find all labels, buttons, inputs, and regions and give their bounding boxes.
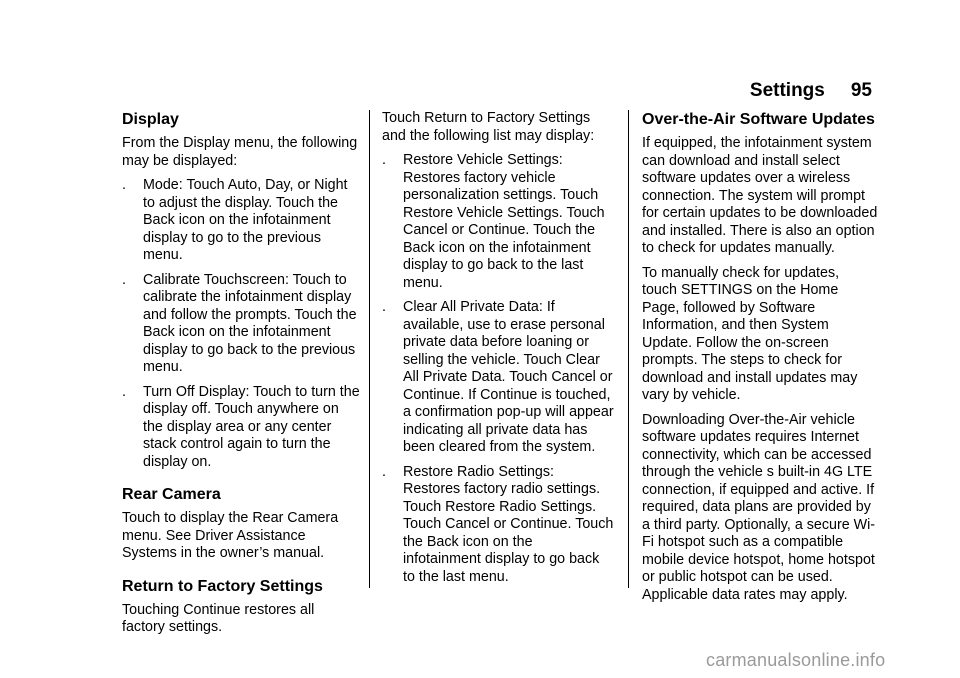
list-item [122,384,360,472]
factory-settings-list [382,152,614,586]
rear-camera-heading: Rear Camera [122,486,221,503]
list-item [382,299,614,457]
list-item [122,177,360,265]
list-item-text: Turn Off Display: Touch to turn the display off. Touch anywhere on the display area or any center stack control again to turn the display on. [143,383,360,470]
column-divider-right [628,110,629,588]
page-number: 95 [850,80,872,101]
factory-settings-body: Touching Continue restores all factory settings. [122,601,315,635]
factory-settings-intro: Touch Return to Factory Settings and the following list may display: [382,110,595,144]
section-title: Settings [749,80,825,101]
list-item-text: Calibrate Touchscreen: Touch to calibrate the infotainment display and follow the prompts. Touch the Back icon on the infotainment display to go back to the previous menu. [143,271,357,375]
rear-camera-body: Touch to display the Rear Camera menu. See Driver Assistance Systems in the owner’s manual. [122,510,339,561]
column-divider-left [369,110,370,588]
bullet-marker: . [382,463,386,480]
column-left [122,110,360,644]
running-header [750,80,872,102]
list-item [382,464,614,587]
list-item-text: Restore Radio Settings: Restores factory radio settings. Touch Restore Radio Settings. Touch Cancel or Continue. Touch the Back icon on the infotainment display to go back to the last menu. [403,463,614,585]
list-item-text: Mode: Touch Auto, Day, or Night to adjust the display. Touch the Back icon on the infotainment display to go to the previous menu. [143,177,348,263]
factory-settings-heading: Return to Factory Settings [122,577,323,595]
ota-paragraph: To manually check for updates, touch SETTINGS on the Home Page, followed by Software Information, and then System Update. Follow the on-screen prompts. The steps to check for download and install updates may vary by vehicle. [642,264,858,403]
bullet-marker: . [122,271,126,288]
display-intro: From the Display menu, the following may be displayed: [122,135,358,169]
column-middle [382,110,614,593]
ota-heading: Over-the-Air Software Updates [642,111,875,128]
bullet-marker: . [122,177,126,193]
list-item [122,272,360,377]
bullet-marker: . [382,299,386,315]
watermark: carmanualsonline.info [706,650,886,670]
list-item-text: Restore Vehicle Settings: Restores factory vehicle personalization settings. Touch Restore Vehicle Settings. Touch Cancel or Continue. Touch the Back icon on the infotainment display to go back to the last menu. [403,152,605,291]
ota-paragraph: If equipped, the infotainment system can download and install select software updates over a wireless connection. The system will prompt for certain updates to be downloaded and installed. There is also an option to check for updates manually. [642,135,878,256]
bullet-marker: . [382,152,386,168]
bullet-marker: . [122,383,126,400]
list-item [382,152,614,292]
list-item-text: Clear All Private Data: If available, use to erase personal private data before loaning or selling the vehicle. Touch Clear All Private Data. Touch Cancel or Continue. If Continue is touched, a confirmation pop-up will appear indicating all private data has been cleared from the system. [403,299,614,455]
column-right [642,110,878,611]
ota-paragraph: Downloading Over-the-Air vehicle software updates requires Internet connectivity, which can be accessed through the vehicle s built-in 4G LTE connection, if equipped and active. If required, data plans are provided by a third party. Optionally, a secure Wi-Fi hotspot such as a compatible mobile device hotspot, home hotspot or public hotspot can be used. Applicable data rates may apply. [642,411,876,603]
display-list [122,177,360,471]
display-heading: Display [122,111,179,128]
